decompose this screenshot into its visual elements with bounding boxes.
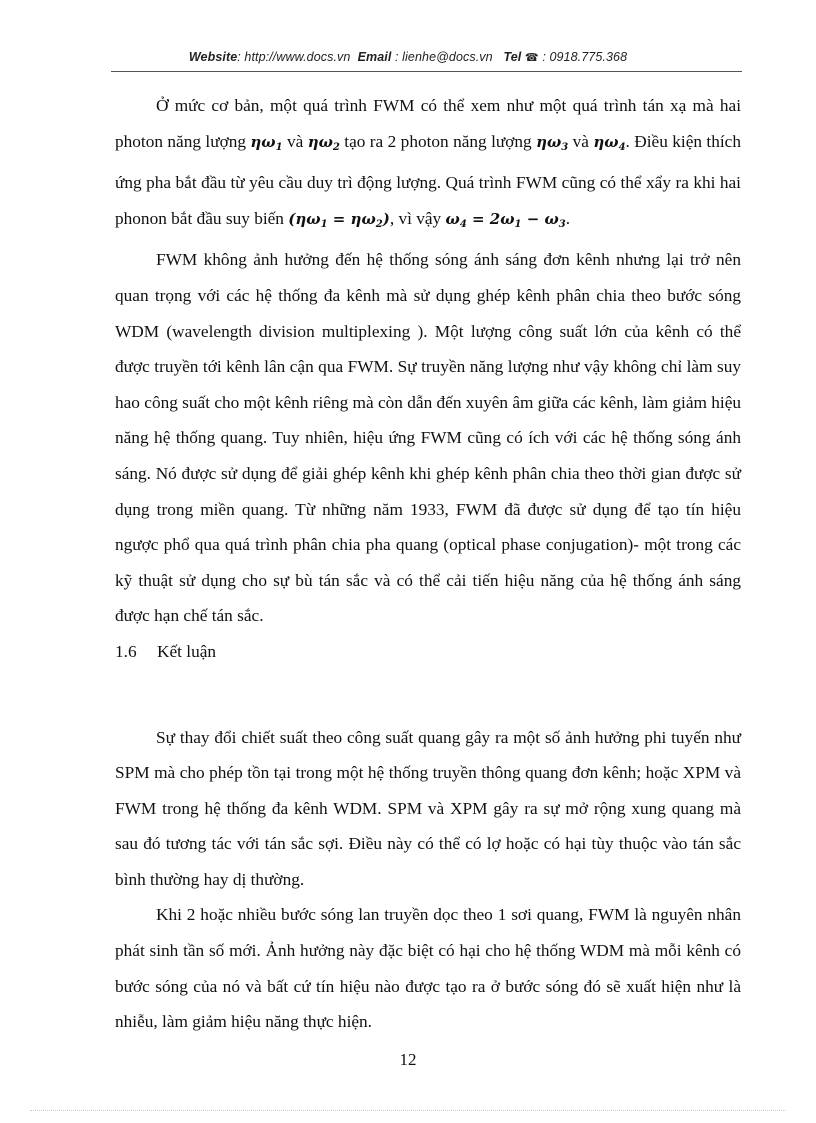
paragraph-conclusion-2: Khi 2 hoặc nhiều bước sóng lan truyền dọc theo 1 sơi quang, FWM là nguyên nhân phát sinh tần số mới. Ảnh hưởng này đặc biệt có hại cho hệ thống WDM mà mỗi kênh có bước sóng của nó và bất cứ tín hiệu nào được tạo ra ở bước sóng đó sẽ xuất hiện như là nhiễu, làm giảm hiệu năng thực hiện. [115, 905, 741, 1032]
math-symbol: $\eta\omega_3$ [536, 132, 569, 153]
paragraph-conclusion-1: Sự thay đổi chiết suất theo công suất quang gây ra một số ảnh hưởng phi tuyến như SPM mà cho phép tồn tại trong một hệ thống truyền thông quang đơn kênh; hoặc XPM và FWM trong hệ thống đa kênh WDM. SPM và XPM gây ra sự mở rộng xung quang mà sau đó tương tác với tán sắc sợi. Điều này có thể có lợ hoặc có hại tùy thuộc vào tán sắc bình thường hay dị thường. [115, 727, 741, 889]
spacer [115, 670, 741, 720]
phone-icon: ☎ [524, 52, 539, 64]
math-equation: $(\eta\omega_1 = \eta\omega_2)$ [288, 209, 390, 230]
section-heading [115, 634, 741, 670]
page-header [0, 50, 816, 64]
math-equation: $\omega_4 = 2\omega_1 - \omega_3$ [445, 209, 566, 230]
document-body [115, 88, 741, 1040]
footer-divider [30, 1110, 786, 1111]
section-number: 1.6 [115, 641, 137, 661]
math-symbol: $\eta\omega_4$ [593, 132, 626, 153]
website-label: Website [188, 50, 238, 64]
math-symbol: $\eta\omega_2$ [307, 132, 340, 153]
email-link[interactable]: : lienhe@docs.vn [395, 50, 493, 64]
header-divider [111, 71, 742, 72]
section-title: Kết luận [157, 641, 217, 661]
tel-value: : 0918.775.368 [542, 50, 628, 64]
paragraph-fwm-intro: Ở mức cơ bản, một quá trình FWM có thể xem như một quá trình tán xạ mà hai photon năng lượng $\eta\omega_1$ và $\eta\omega_2$ tạo ra 2 photon năng lượng $\eta\omega_3$ và $\eta\omega_4$. Điều kiện thích ứng pha bắt đầu từ yêu cầu duy trì động lượng. Quá trình FWM cũng có thể xẩy ra khi hai phonon bắt đầu suy biến $(\eta\omega_1 = \eta\omega_2)$, vì vậy $\omega_4 = 2\omega_1 - \omega_3$. [115, 96, 741, 230]
email-label: Email [357, 50, 392, 64]
math-symbol: $\eta\omega_1$ [250, 132, 283, 153]
website-link[interactable]: : http://www.docs.vn [237, 50, 351, 64]
page-number: 12 [399, 1050, 417, 1069]
tel-label: Tel [503, 50, 522, 64]
paragraph-fwm-wdm: FWM không ảnh hưởng đến hệ thống sóng ánh sáng đơn kênh nhưng lại trở nên quan trọng với các hệ thống đa kênh mà sử dụng ghép kênh phân chia theo bước sóng WDM (wavelength division multiplexing ). Một lượng công suất lớn của kênh có thể được truyền tới kênh lân cận qua FWM. Sự truyền năng lượng như vậy không chỉ làm suy hao công suất cho một kênh riêng mà còn dẫn đến xuyên âm giữa các kênh, làm giảm hiệu năng hệ thống quang. Tuy nhiên, hiệu ứng FWM cũng có ích với các hệ thống sóng ánh sáng. Nó được sử dụng để giải ghép kênh khi ghép kênh phân chia theo thời gian được sử dụng trong miền quang. Từ những năm 1933, FWM đã được sử dụng để tạo tín hiệu ngược phổ qua quá trình phân chia pha quang (optical phase conjugation)- một trong các kỹ thuật sử dụng cho sự bù tán sắc và có thể cải tiến hiệu năng của hệ thống ánh sáng được hạn chế tán sắc. [115, 250, 742, 626]
